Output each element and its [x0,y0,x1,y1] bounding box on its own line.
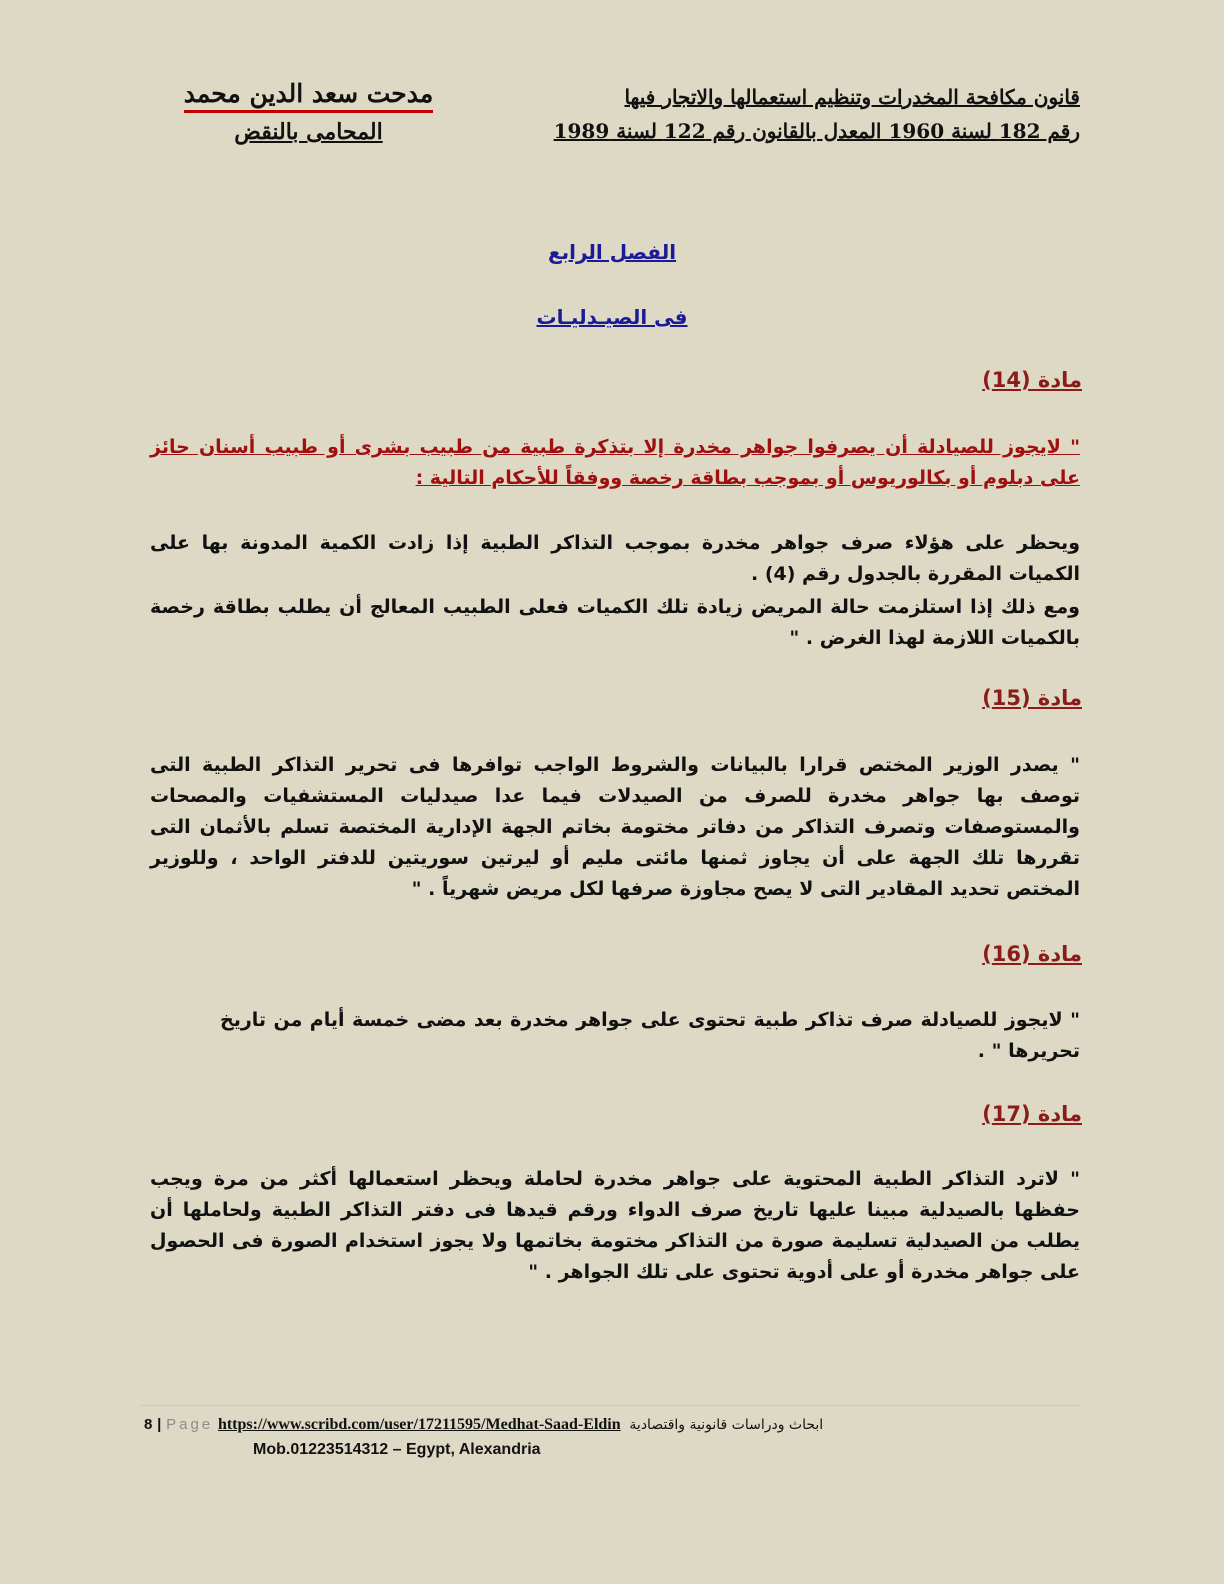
author-name: مدحت سعد الدين محمد [184,78,434,113]
chapter-subtitle-text: فى الصيـدليـات [536,305,688,329]
author-role: المحامى بالنقض [234,119,383,145]
article-14-quoted-text: " لايجوز للصيادلة أن يصرفوا جواهر مخدرة إلا بتذكرة طبية من طبيب بشرى أو طبيب أسنان حائز على دبلوم أو بكالوريوس أو بموجب بطاقة رخصة ووفقاً للأحكام التالية : [150,436,1080,489]
footer-line-1 [144,1415,823,1434]
law-title-block [530,80,1080,148]
chapter-title-text: الفصل الرابع [547,240,677,264]
footer-contact: Mob.01223514312 – Egypt, Alexandria [253,1441,541,1458]
scribd-link[interactable]: https://www.scribd.com/user/17211595/Medhat-Saad-Eldin [217,1416,621,1433]
law-title-line-1: قانون مكافحة المخدرات وتنظيم استعمالها والاتجار فيها [624,85,1080,109]
article-14-body-1: ويحظر على هؤلاء صرف جواهر مخدرة بموجب التذاكر الطبية إذا زادت الكمية المدونة بها على الكميات المقررة بالجدول رقم (4) . [150,532,1080,585]
article-15-heading: مادة (15) [982,686,1082,710]
page-footer [140,1405,1080,1465]
article-14-body-2: ومع ذلك إذا استلزمت حالة المريض زيادة تلك الكميات فعلى الطبيب المعالج أن يطلب بطاقة رخصة بالكميات اللازمة لهذا الغرض . " [150,596,1080,649]
article-15-body: " يصدر الوزير المختص قرارا بالبيانات والشروط الواجب توافرها فى تحرير التذاكر الطبية التى توصف بها جواهر مخدرة للصرف من الصيدلات فيما عدا صيدليات المستشفيات والمصحات والمستوصفات وتصرف التذاكر من دفاتر مختومة بخاتم الجهة الإدارية المختصة تسلم بالأثمان التى تقررها تلك الجهة على أن يجاوز ثمنها مائتى مليم أو ليرتين سوريتين للدفتر الواحد ، وللوزير المختص تحديد المقادير التى لا يصح مجاوزة صرفها لكل مريض شهرياً . " [150,754,1080,900]
article-16-heading: مادة (16) [982,942,1082,966]
law-title-line-2: رقم 182 لسنة 1960 المعدل بالقانون رقم 122 لسنة 1989 [553,119,1080,143]
footer-separator: | [157,1416,162,1433]
page-label: Page [166,1416,214,1433]
article-17-heading: مادة (17) [982,1102,1082,1126]
author-block [176,78,441,147]
article-16-body: " لايجوز للصيادلة صرف تذاكر طبية تحتوى على جواهر مخدرة بعد مضى خمسة أيام من تاريخ تحريرها " . [220,1009,1080,1062]
chapter-subtitle [0,305,1224,329]
article-17-body: " لاترد التذاكر الطبية المحتوية على جواهر مخدرة لحاملة ويحظر استعمالها أكثر من مرة ويجب حفظها بالصيدلية مبينا عليها تاريخ صرف الدواء ورقم قيدها فى دفتر التذاكر الطبية ولحاملها أن يطلب من الصيدلية تسليمة صورة من التذاكر مختومة بخاتمها ولا يجوز استخدام الصورة فى الحصول على جواهر مخدرة أو على أدوية تحتوى على تلك الجواهر . " [150,1168,1080,1283]
footer-arabic-label: ابحاث ودراسات قانونية واقتصادية [629,1417,824,1433]
chapter-title [0,240,1224,264]
page-number: 8 [144,1416,153,1433]
footer-divider [140,1405,1080,1406]
article-14-heading: مادة (14) [982,368,1082,392]
